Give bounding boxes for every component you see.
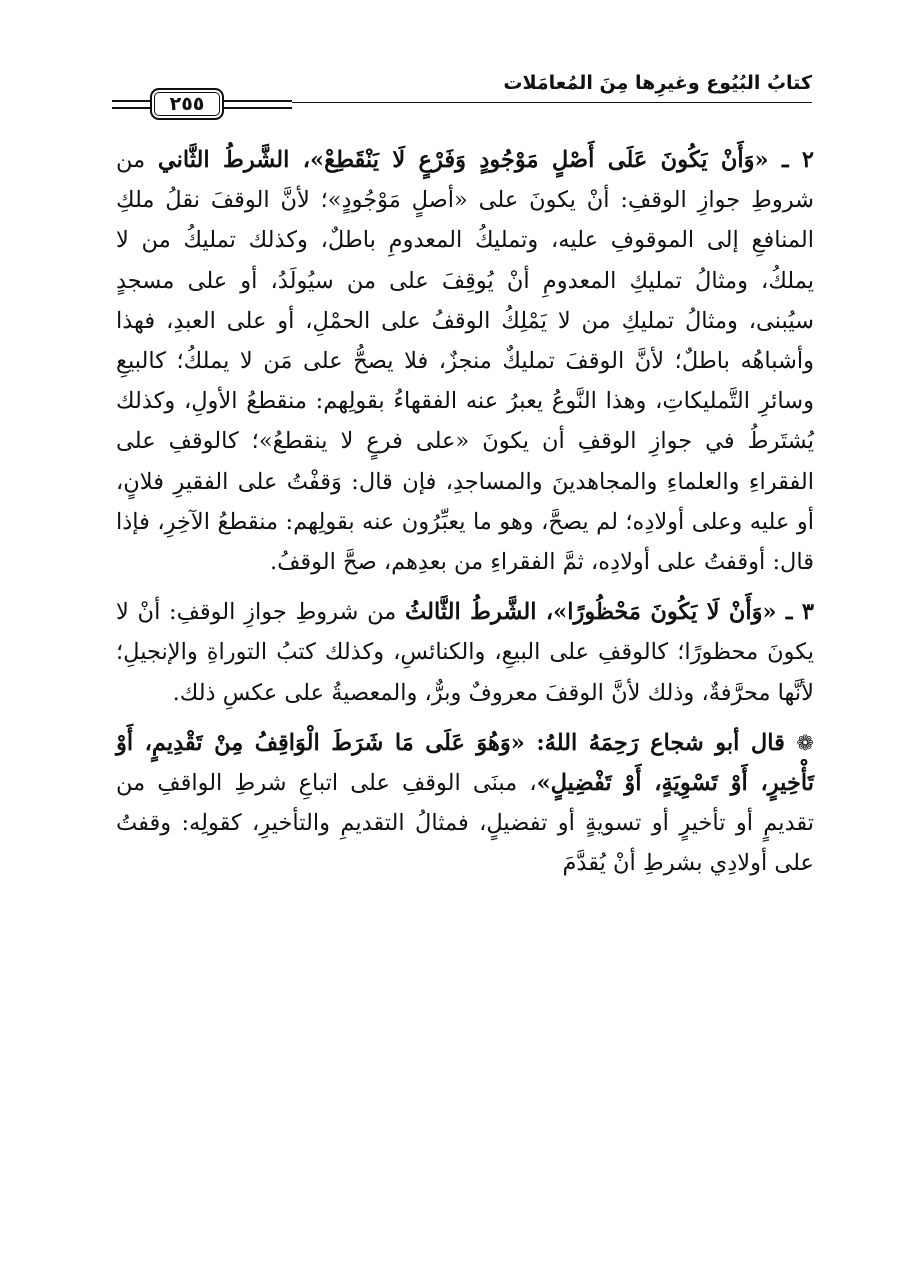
flower-ornament-icon: ❁: [796, 730, 814, 755]
page-header: [112, 68, 812, 122]
paragraph-condition-2: [116, 140, 814, 582]
page-body: [116, 140, 814, 884]
page-number: ٢٥٥: [169, 93, 205, 115]
header-rule: [292, 102, 812, 103]
paragraph-lead: ٢ ـ «وَأَنْ يَكُونَ عَلَى أَصْلٍ مَوْجُودٍ وَفَرْعٍ لَا يَنْقَطِعْ»، الشَّرطُ الثَّاني: [157, 147, 814, 173]
header-rule-left: [112, 100, 150, 109]
paragraph-text: من شروطِ جوازِ الوقفِ: أنْ يكونَ على «أصلٍ مَوْجُودٍ»؛ لأنَّ الوقفَ نقلُ ملكِ المنافعِ إلى الموقوفِ عليه، وتمليكُ المعدومِ باطلٌ، وكذلك تمليكُ من لا يملكُ، ومثالُ تمليكِ المعدومِ أنْ يُوقِفَ على من سيُولَدُ، أو على مسجدٍ سيُبنى، ومثالُ تمليكِ من لا يَمْلِكُ الوقفُ على الحمْلِ، أو على العبدِ، فهذا وأشباهُه باطلٌ؛ لأنَّ الوقفَ تمليكٌ منجزٌ، فلا يصحُّ على مَن لا يملكُ؛ كالبيعِ وسائرِ التَّمليكاتِ، وهذا النَّوعُ يعبرُ عنه الفقهاءُ بقولِهم: منقطعُ الأولِ، وكذلك يُشتَرطُ في جوازِ الوقفِ أن يكونَ «على فرعٍ لا ينقطعُ»؛ كالوقفِ على الفقراءِ والعلماءِ والمجاهدينَ والمساجدِ، فإن قال: وَقفْتُ على الفقيرِ فلانٍ، أو عليه وعلى أولادِه؛ لم يصحَّ، وهو ما يعبِّرُون عنه بقولِهم: منقطعُ الآخِرِ، فإذا قال: أوقفتُ على أولادِه، ثمَّ الفقراءِ من بعدِهم، صحَّ الوقفُ.: [116, 147, 814, 576]
running-title: كتابُ البُيُوع وغيرِها مِنَ المُعامَلات: [503, 72, 812, 94]
page-number-frame: [150, 88, 224, 120]
paragraph-abu-shuja: [116, 723, 814, 884]
paragraph-text: ، مبنَى الوقفِ على اتباعِ شرطِ الواقفِ من تقديمٍ أو تأخيرٍ أو تسويةٍ أو تفضيلٍ، فمثالُ التقديمِ والتأخيرِ، كقولِه: وقفتُ على أولادِي بشرطِ أنْ يُقدَّمَ: [116, 770, 814, 877]
header-rule-middle: [224, 100, 292, 109]
paragraph-condition-3: [116, 592, 814, 713]
paragraph-lead: ٣ ـ «وَأَنْ لَا يَكُونَ مَحْظُورًا»، الشَّرطُ الثَّالثُ: [405, 599, 814, 626]
paragraph-lead: قال أبو شجاع رَحِمَهُ اللهُ: «وَهُوَ عَلَى مَا شَرَطَ الْوَاقِفُ مِنْ تَقْدِيمٍ، أَوْ تَأْخِيرٍ، أَوْ تَسْوِيَةٍ، أَوْ تَفْضِيلٍ»: [116, 729, 814, 797]
paragraph-text: من شروطِ جوازِ الوقفِ: أنْ لا يكونَ محظورًا؛ كالوقفِ على البيعِ، والكنائسِ، وكذلك كتبُ التوراةِ والإنجيلِ؛ لأنَّها محرَّفةٌ، وذلك لأنَّ الوقفَ معروفٌ وبرٌّ، والمعصيةُ على عكسِ ذلك.: [116, 599, 814, 706]
